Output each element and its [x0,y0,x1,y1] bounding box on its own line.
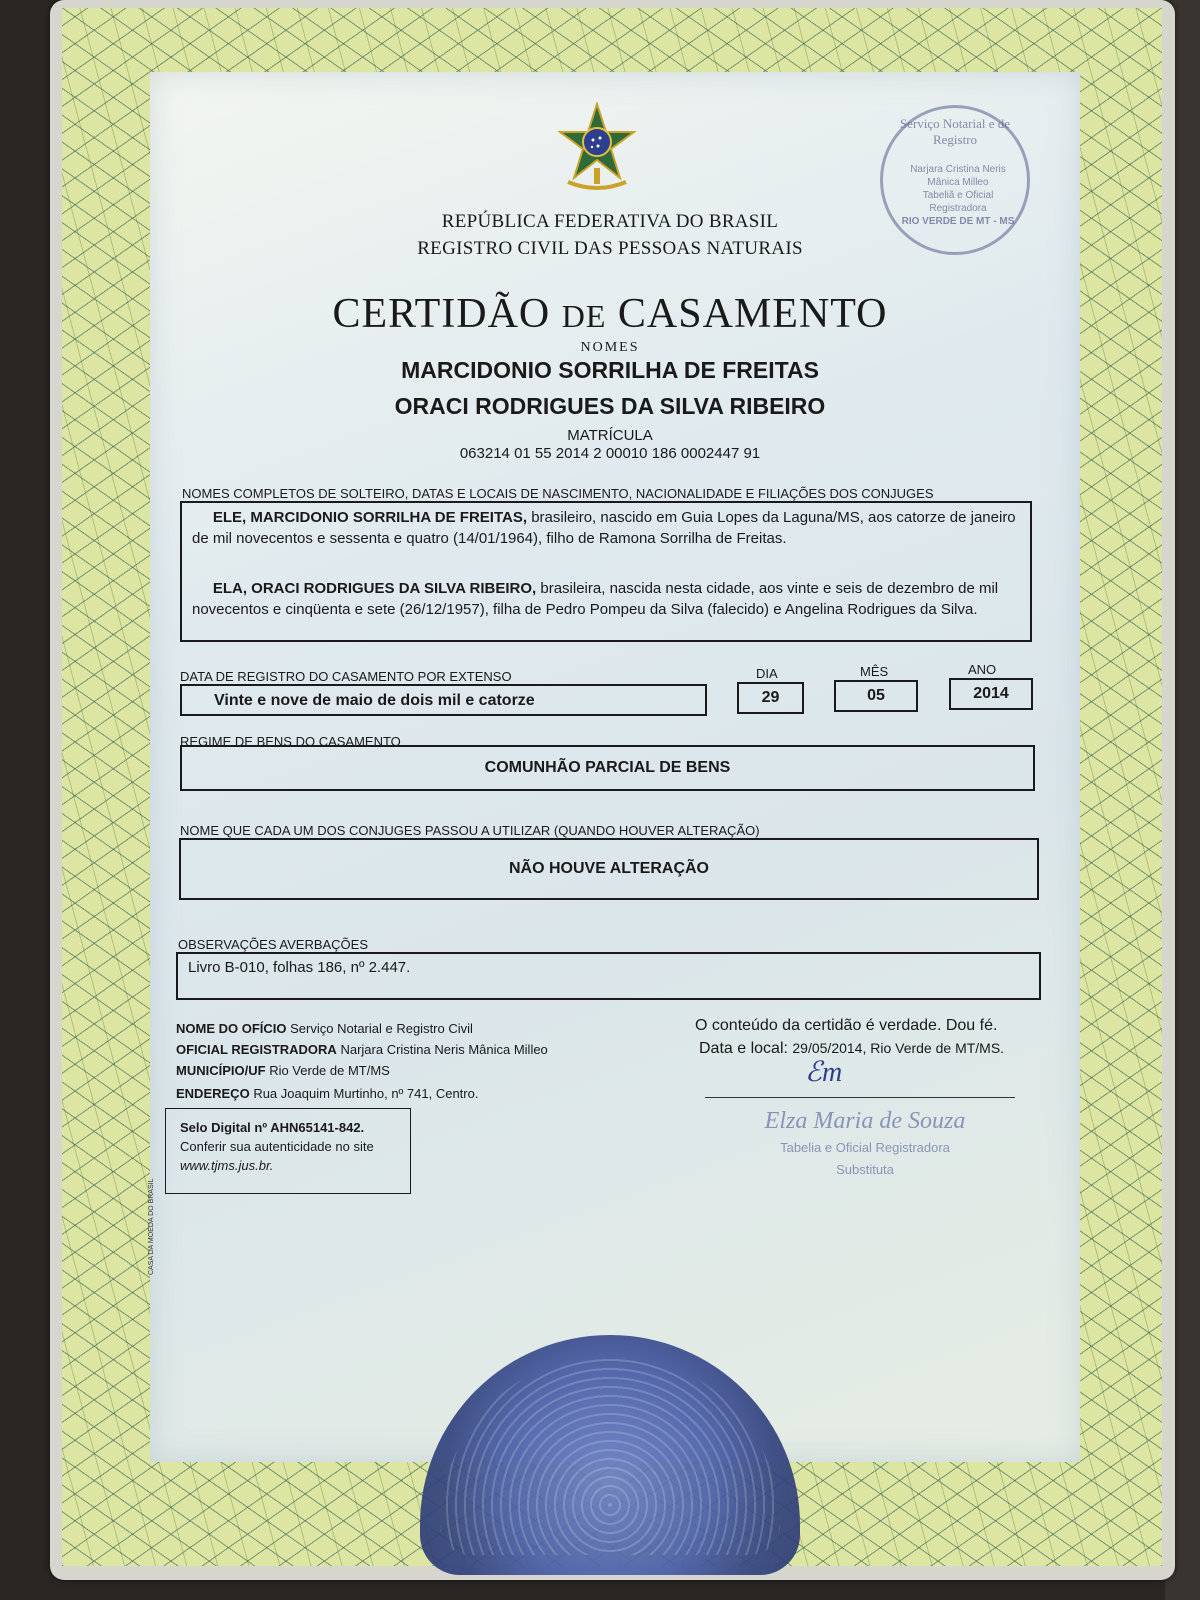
office-info [176,1018,646,1104]
header-line-2: REGISTRO CIVIL DAS PESSOAS NATURAIS [417,238,803,259]
signatory-role: Tabelia e Oficial Registradora [780,1140,950,1155]
mes-value: 05 [867,687,885,704]
endereco-label: ENDEREÇO [176,1086,250,1101]
nome-utilizado-box [179,838,1039,900]
observacoes-value: Livro B-010, folhas 186, nº 2.447. [188,959,411,976]
printer-imprint: CASA DA MOEDA DO BRASIL [148,1178,155,1275]
header-line-1: REPÚBLICA FEDERATIVA DO BRASIL [441,211,779,232]
mes-label: MÊS [860,664,889,679]
title-part-3: CASAMENTO [617,291,888,337]
regime-box [180,745,1035,791]
ano-box [949,678,1033,710]
selo-digital-box [165,1108,411,1194]
ano-value: 2014 [973,685,1009,702]
office-name-label: NOME DO OFÍCIO [176,1021,287,1036]
attestation-date-label: Data e local: [699,1040,788,1057]
selo-website-link[interactable]: www.tjms.jus.br. [180,1158,274,1173]
stamp-ring-text: Serviço Notarial e de Registro [899,116,1011,147]
spouses-section-label: NOMES COMPLETOS DE SOLTEIRO, DATAS E LOCAIS DE NASCIMENTO, NACIONALIDADE E FILIAÇÕES DOS CONJUGES [182,486,934,501]
registration-date-label: DATA DE REGISTRO DO CASAMENTO POR EXTENSO [180,669,512,684]
title-part-1: CERTIDÃO [332,291,551,337]
spouses-box [180,501,1032,642]
title-part-2: DE [561,298,607,334]
registration-extenso-box [180,684,707,716]
ele-name: ELE, MARCIDONIO SORRILHA DE FREITAS, [212,509,528,526]
coat-of-arms-icon [558,102,636,194]
nomes-label: NOMES [580,340,640,355]
stamp-line-1: Narjara Cristina Neris Mânica Milleo [910,164,1006,188]
attestation [695,1015,1045,1060]
stamp-line-2: Tabeliã e Oficial Registradora [922,190,994,214]
nome-utilizado-value: NÃO HOUVE ALTERAÇÃO [509,860,709,877]
ele-paragraph [192,507,1020,549]
ano-label: ANO [968,662,997,677]
ela-name: ELA, ORACI RODRIGUES DA SILVA RIBEIRO, [212,580,537,597]
signature-line [705,1097,1015,1098]
header-institution [300,208,920,262]
nome-utilizado-label: NOME QUE CADA UM DOS CONJUGES PASSOU A UTILIZAR (QUANDO HOUVER ALTERAÇÃO) [180,823,760,838]
municipio-label: MUNICÍPIO/UF [176,1063,266,1078]
selo-instructions: Conferir sua autenticidade no site [180,1139,374,1154]
municipio-value: Rio Verde de MT/MS [269,1063,390,1078]
ela-paragraph [192,578,1020,620]
official-value: Narjara Cristina Neris Mânica Milleo [340,1042,548,1057]
office-name-value: Serviço Notarial e Registro Civil [290,1021,473,1036]
mes-box [834,680,918,712]
spouse-name-1: MARCIDONIO SORRILHA DE FREITAS [401,357,819,383]
regime-label: REGIME DE BENS DO CASAMENTO [180,734,401,749]
registration-extenso-value: Vinte e nove de maio de dois mil e catorze [214,692,535,709]
attestation-text: O conteúdo da certidão é verdade. Dou fé. [695,1017,998,1034]
regime-value: COMUNHÃO PARCIAL DE BENS [484,759,731,776]
spouse-name-2: ORACI RODRIGUES DA SILVA RIBEIRO [394,393,826,419]
official-label: OFICIAL REGISTRADORA [176,1042,337,1057]
stamp-line-3: RIO VERDE DE MT - MS [901,216,1015,227]
ela-details: brasileira, nascida nesta cidade, aos vinte e seis de dezembro de mil novecentos e cinqüenta e sete (26/12/1957), filha de Pedro Pompeu da Silva (falecido) e Angelina Rodrigues da Silva. [192,580,999,618]
observacoes-label: OBSERVAÇÕES AVERBAÇÕES [178,937,369,952]
matricula-number: 063214 01 55 2014 2 00010 186 0002447 91 [459,445,761,462]
endereco-value: Rua Joaquim Murtinho, nº 741, Centro. [253,1086,479,1101]
dia-label: DIA [756,666,778,681]
selo-number: Selo Digital nº AHN65141-842. [180,1120,365,1135]
ele-details: brasileiro, nascido em Guia Lopes da Laguna/MS, aos catorze de janeiro de mil novecentos e sessenta e quatro (14/01/1964), filho de Ramona Sorrilha de Freitas. [192,509,1016,547]
attestation-date-value: 29/05/2014, Rio Verde de MT/MS. [792,1040,1005,1056]
signature-mark: ℰm [805,1057,843,1088]
signatory-name: Elza Maria de Souza [764,1108,966,1134]
document-title [250,290,970,338]
signatory-role-qualifier: Substituta [836,1162,894,1177]
dia-box [737,682,804,714]
observacoes-box [176,952,1041,1000]
matricula-label: MATRÍCULA [567,427,653,444]
dia-value: 29 [761,689,780,706]
